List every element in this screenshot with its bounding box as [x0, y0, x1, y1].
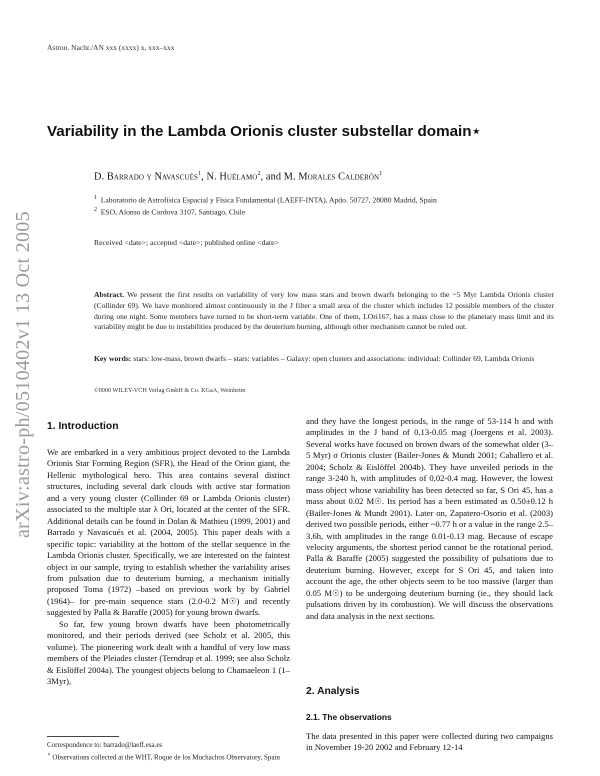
keywords [94, 354, 554, 365]
footnote-text: Observations collected at the WHT, Roque de los Muchachos Observatory, Spain [52, 753, 280, 762]
footnote-mark: ⋆ [47, 752, 51, 758]
journal-header: Astron. Nachr./AN xxx (xxxx) x, xxx–xxx [47, 43, 175, 52]
author-name: D. Barrado y Navascués [94, 171, 198, 183]
author-name: M. Morales Calderón [283, 171, 380, 183]
footnote-observations [47, 751, 290, 763]
keywords-label: Key words: [94, 354, 132, 363]
author-separator: , and [260, 171, 284, 183]
paragraph: The data presented in this paper were collected during two campaigns in November 19-20 2002 and February 12-14 [306, 731, 553, 753]
copyright-notice: ©0000 WILEY-VCH Verlag GmbH & Co. KGaA, Weinheim [94, 387, 246, 394]
received-dates: Received <date>; accepted <date>; published online <date> [94, 238, 279, 247]
author-separator: , [201, 171, 207, 183]
paragraph: We are embarked in a very ambitious project devoted to the Lambda Orionis Star Forming Region (SFR), the Head of the Orion giant, the Hellenic mythological hero. This area contains several distinct structures, including several dark clouds with active star formation and a very young cluster (Collinder 69 or Lambda Orionis cluster) associated to the multiple star λ Ori, located at the center of the SFR. Additional details can be found in Dolan & Mathieu (1999, 2001) and Barrado y Navascués et al. (2004, 2005). This paper deals with a specific topic: variability at the bottom of the stellar sequence in the Lambda Orionis cluster. Specifically, we are interested on the faintest object in our sample, trying to establish whether the variability arises from pulsation due to deuterium burning, a mechanism initially proposed Toma (1972) –based on previous work by by Gabriel (1964)– for pre-main sequence stars (2.0-0.2 M☉) and recently suggested by Palla & Baraffe (2005) for young brown dwarfs. [47, 447, 290, 618]
arxiv-stamp: arXiv:astro-ph/0510402v1 13 Oct 2005 [12, 211, 34, 538]
subsection-heading-observations: 2.1. The observations [306, 712, 392, 722]
affiliation-text: Laboratorio de Astrofísica Espacial y Física Fundamental (LAEFF-INTA), Apdo. 50727, 28080 Madrid, Spain [100, 195, 437, 205]
affiliation-number: 1 [94, 195, 97, 201]
affiliation [94, 195, 437, 205]
paragraph: So far, few young brown dwarfs have been photometrically monitored, and their periods derived (see Scholz et al. 2005, this volume). The pioneering work dealt with a handful of very low mass members of the Pleiades cluster (Terndrup et al. 1999; see also Scholz & Eislöffel 2004a). The youngest objects belong to Chamaeleon 1 (1–3Myr), [47, 618, 290, 687]
abstract-text: We present the first results on variability of very low mass stars and brown dwarfs belonging to the ~5 Myr Lambda Orionis cluster (Collinder 69). We have monitored almost continuously in the J filter a small area of the cluster which includes 12 possible members of the cluster during one night. Some members have turned to be short-term variable. One of them, LOri167, has a mass close to the planetary mass limit and its variability might be due to instabilities produced by the deuterium burning, although other mechanism cannot be ruled out. [94, 290, 554, 332]
paper-title: Variability in the Lambda Orionis cluster substellar domain⋆ [47, 123, 482, 140]
abstract [94, 290, 554, 333]
section-heading-analysis: 2. Analysis [306, 686, 360, 697]
paragraph: and they have the longest periods, in the range of 53-114 h and with amplitudes in the J band of 0.13-0.05 mag (Joergens et al. 2003). Several works have focused on brown dwars of the somewhat older (3–5 Myr) σ Orionis cluster (Bailer-Jones & Mundt 2001; Caballero et al. 2004; Scholz & Eislöffel 2004b). They have unveiled periods in the range 3-240 h, with amplitudes of 0.02-0.4 mag. However, the lowest mass object whose variability has been detected so far, S Ori 45, has a mass about 0.02 M☉. Its period has a been estimated as 0.50±0.12 h (Bailer-Jones & Mundt 2001). Later on, Zapatero-Osorio et al. (2003) derived two possible periods, either ~0.77 h or a value in the range 2.5–3.6h, with amplitudes in the range 0.01-0.13 mag. Because of escape velocity arguments, the shortest period cannot be the rotational period. Palla & Baraffe (2005) suggested the possibility of pulsations due to deuterium burning. However, except for S Ori 45, and taken into account the age, the other objects seem to be too massive (larger than 0.05 M☉) to be undergoing deuterium burning (ie., they should lack pulsations driven by its combustion). We will discuss the observations and data analysis in the next sections. [306, 416, 553, 621]
affiliation-text: ESO, Alonso de Cordova 3107, Santiago, Chile [100, 207, 246, 217]
observations-body [306, 731, 553, 754]
affiliation-number: 2 [94, 207, 97, 213]
author-affiliation-mark: 2 [257, 171, 261, 177]
introduction-body [47, 447, 290, 688]
author-name: N. Huélamo [206, 171, 258, 183]
author-affiliation-mark: 1 [379, 171, 383, 177]
author-list [94, 171, 382, 182]
author-affiliation-mark: 1 [198, 171, 202, 177]
keywords-text: stars: low-mass, brown dwarfs – stars: variables – Galaxy: open clusters and associations: individual: Collinder 69, Lambda Orionis [133, 354, 535, 363]
right-column-body [306, 416, 553, 622]
section-heading-introduction: 1. Introduction [47, 421, 119, 432]
abstract-label: Abstract. [94, 290, 125, 299]
affiliation [94, 207, 245, 217]
footnote-correspondence: Correspondence to: barrado@laeff.esa.es [47, 741, 163, 749]
footnote-rule [47, 736, 119, 737]
